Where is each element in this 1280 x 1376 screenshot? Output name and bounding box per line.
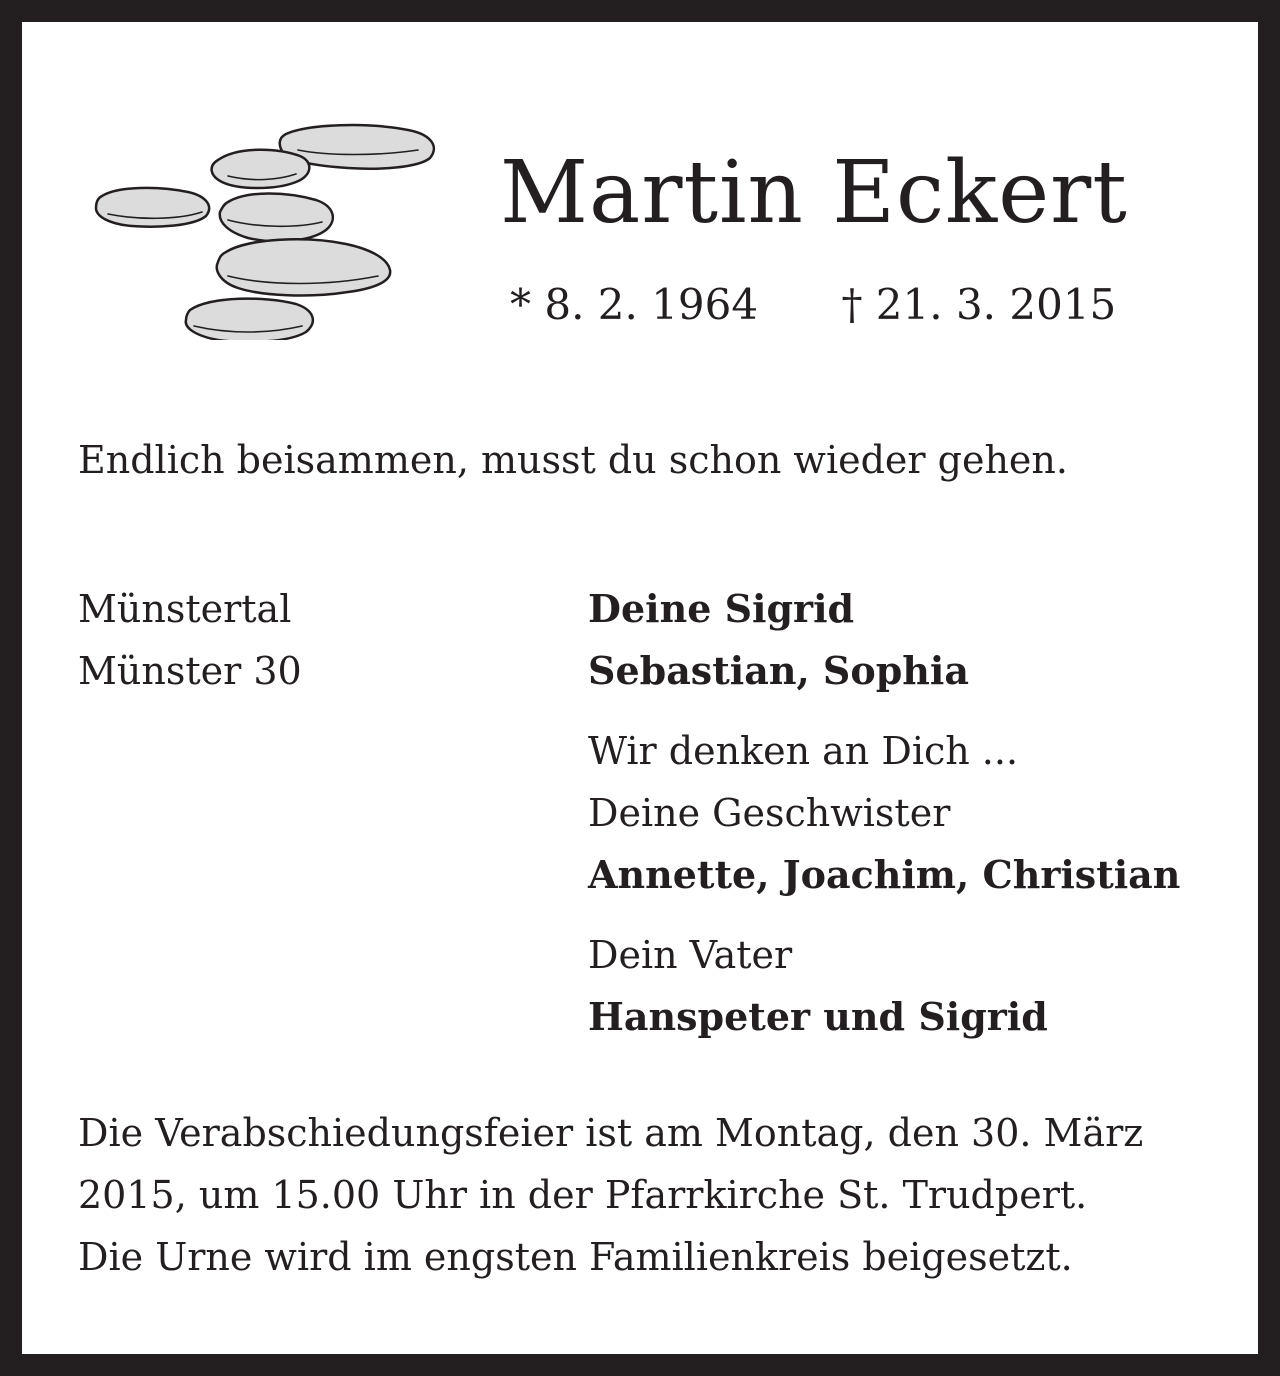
- deceased-name: Martin Eckert: [500, 143, 1128, 243]
- mourner-intro-line: Deine Geschwister: [588, 791, 951, 835]
- address-line: Münstertal: [78, 587, 292, 631]
- address-line: Münster 30: [78, 649, 302, 693]
- mourners-block: [588, 578, 1180, 1048]
- memorial-quote: Endlich beisammen, musst du schon wieder gehen.: [78, 438, 1068, 482]
- stones-illustration-icon: [78, 120, 438, 340]
- mourner-intro-line: Dein Vater: [588, 933, 793, 977]
- ceremony-line: 2015, um 15.00 Uhr in der Pfarrkirche St. Trudpert.: [78, 1173, 1088, 1217]
- mourner-line: Hanspeter und Sigrid: [588, 994, 1048, 1039]
- ceremony-line: Die Urne wird im engsten Familienkreis beigesetzt.: [78, 1235, 1073, 1279]
- mourner-line: Sebastian, Sophia: [588, 648, 969, 693]
- life-dates: [510, 280, 1117, 329]
- mourner-line: Deine Sigrid: [588, 586, 855, 631]
- mourner-intro-line: Wir denken an Dich ...: [588, 729, 1019, 773]
- birth-date: * 8. 2. 1964: [510, 280, 759, 329]
- ceremony-info: [78, 1102, 1238, 1288]
- address-block: [78, 578, 302, 702]
- mourner-line: Annette, Joachim, Christian: [588, 852, 1181, 897]
- death-date: † 21. 3. 2015: [841, 280, 1117, 329]
- ceremony-line: Die Verabschiedungsfeier ist am Montag, den 30. März: [78, 1111, 1144, 1155]
